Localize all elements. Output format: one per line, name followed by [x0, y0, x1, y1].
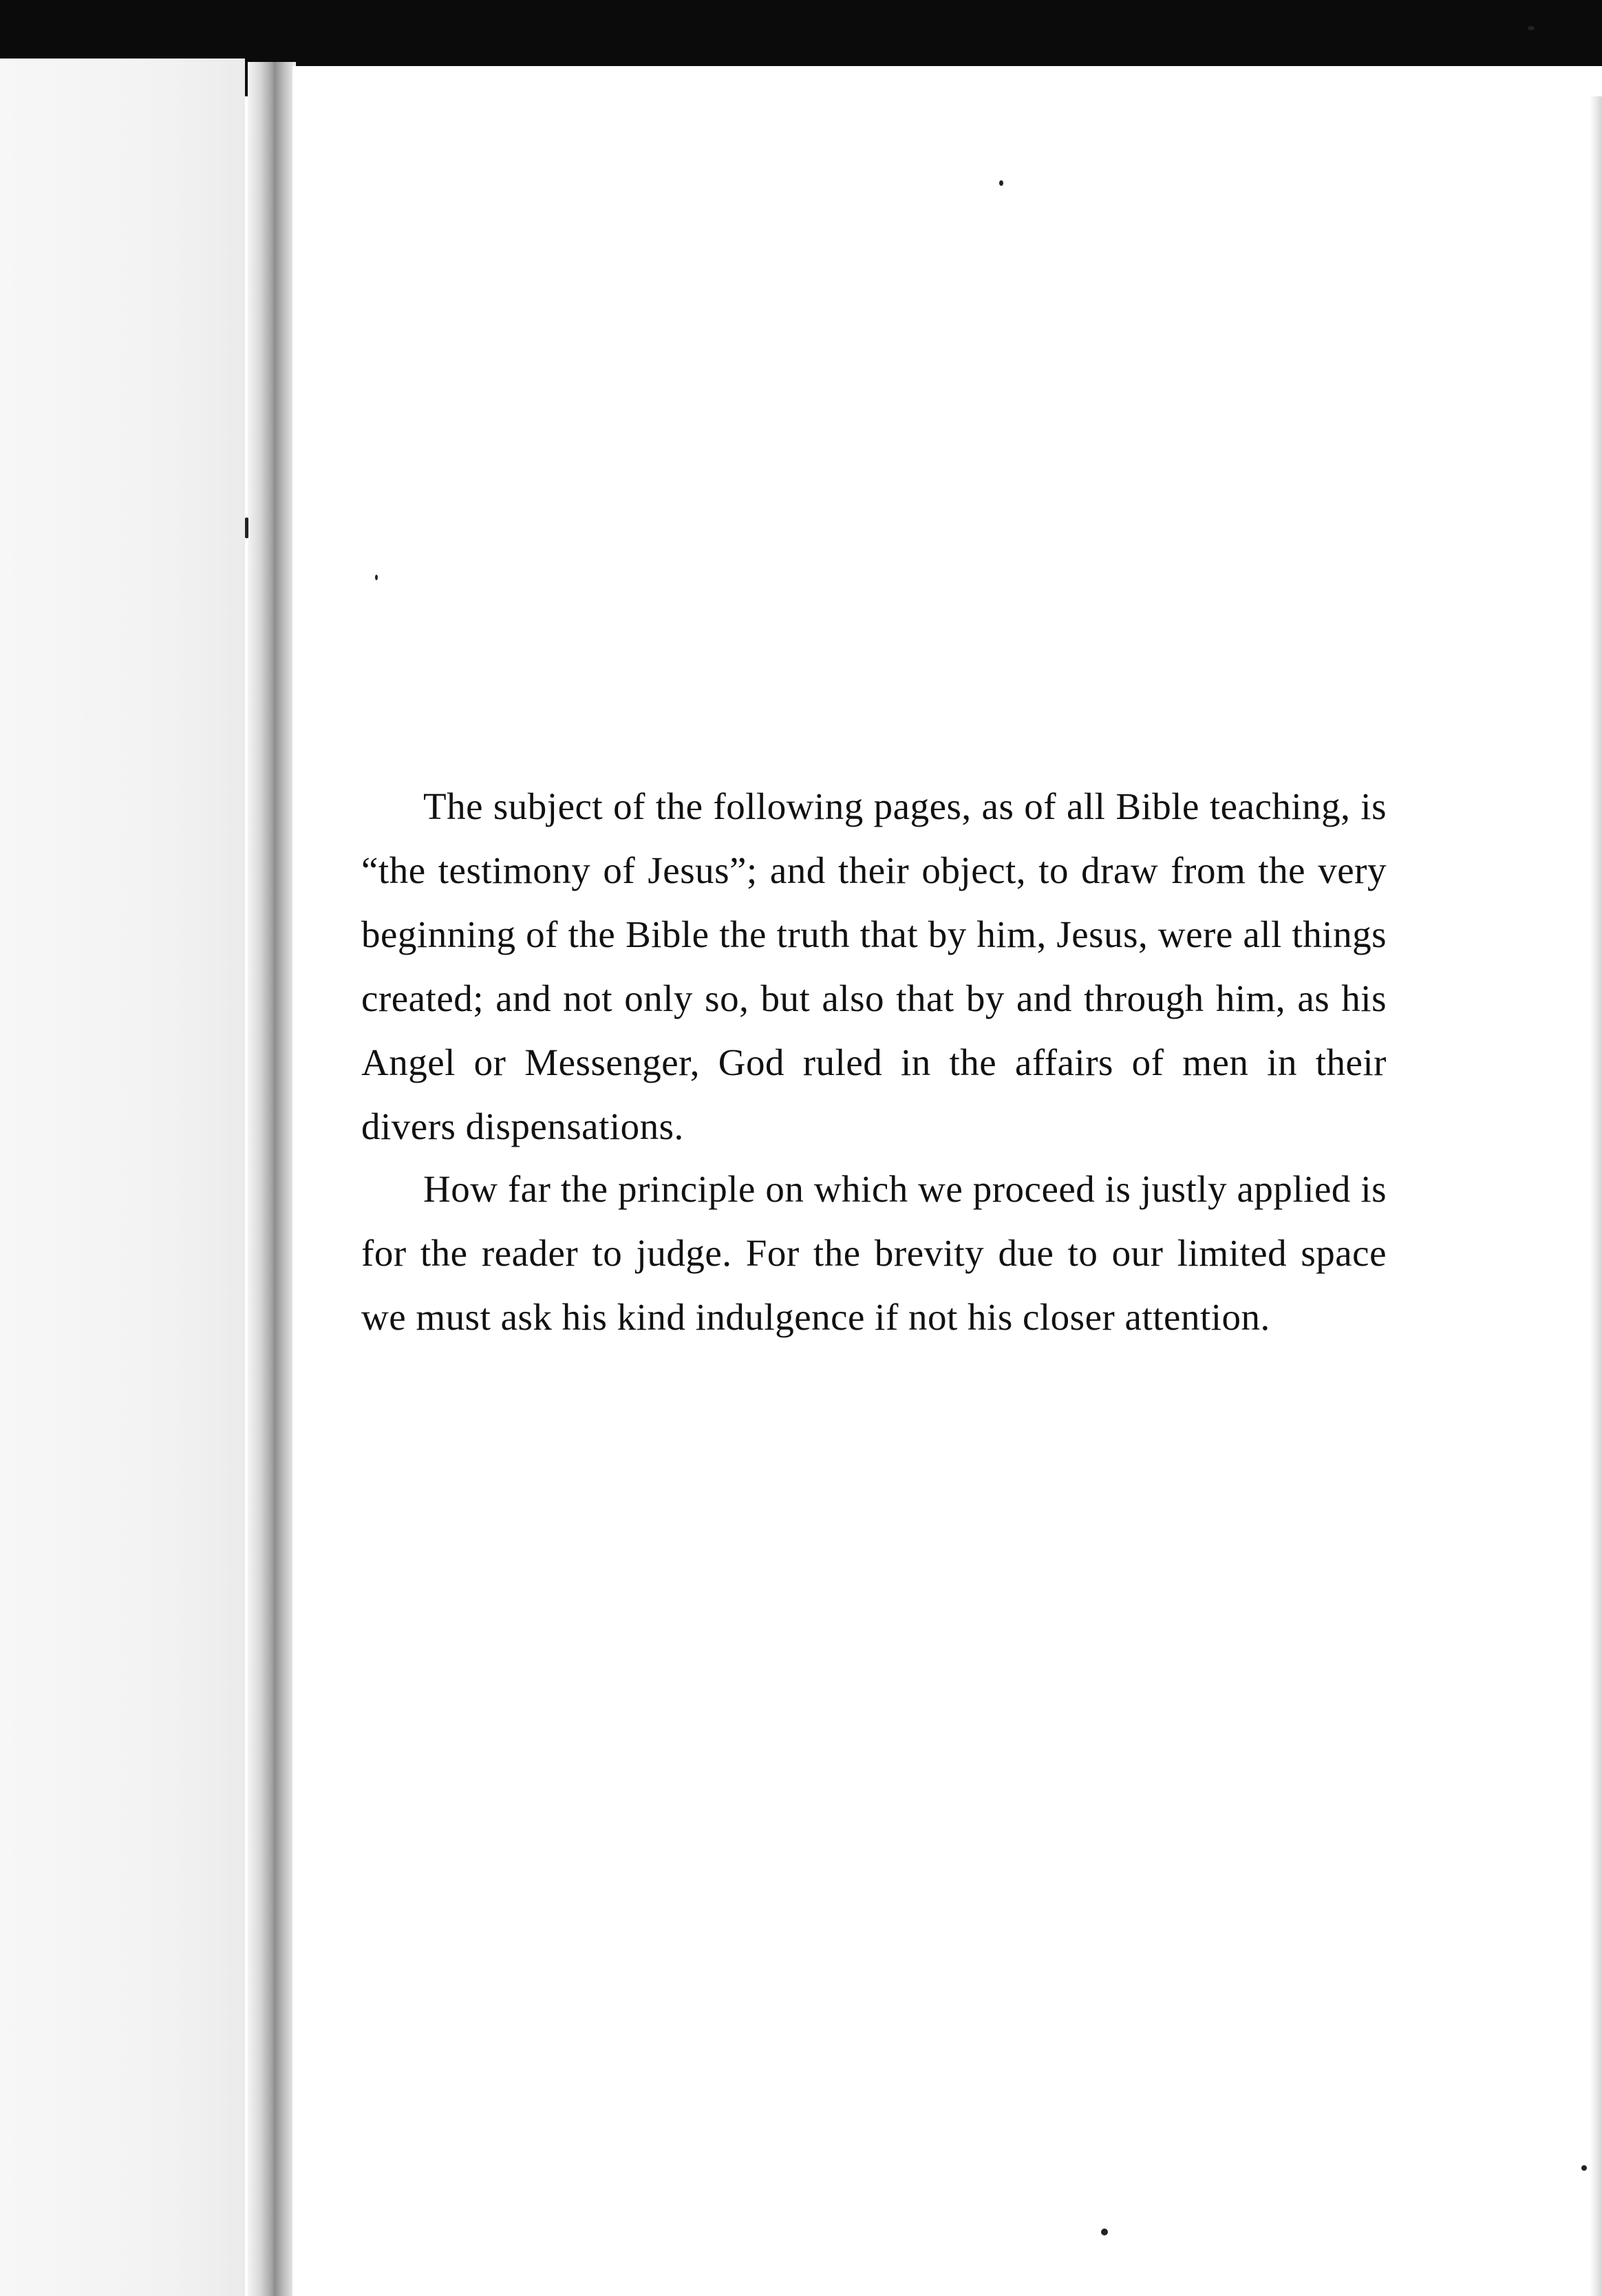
scan-speck: [1581, 2165, 1587, 2171]
body-paragraph-1: The subject of the following pages, as of all Bible teaching, is “the testimony of Jesus”; and their object, to draw from the very beginning of the Bible the truth that by him, Jesus, were all things created; and not only so, but also that by and through him, as his Angel or Messenger, God ruled in the affairs of men in their divers dispensations.: [361, 785, 1387, 1147]
main-text: [361, 774, 1387, 1349]
book-gutter-shadow: [248, 62, 296, 2296]
scan-speck: [375, 575, 378, 580]
scan-speck: [1101, 2229, 1108, 2235]
scan-speck: [1528, 26, 1535, 30]
scan-speck: [245, 518, 248, 538]
scan-speck: [999, 180, 1003, 186]
body-paragraph-2: How far the principle on which we proceed is justly applied is for the reader to judge. For the brevity due to our limited space we must ask his kind indulgence if not his closer attention.: [361, 1168, 1387, 1338]
left-page-blank: [0, 59, 245, 2296]
page-edge-shadow: [1590, 96, 1602, 2296]
